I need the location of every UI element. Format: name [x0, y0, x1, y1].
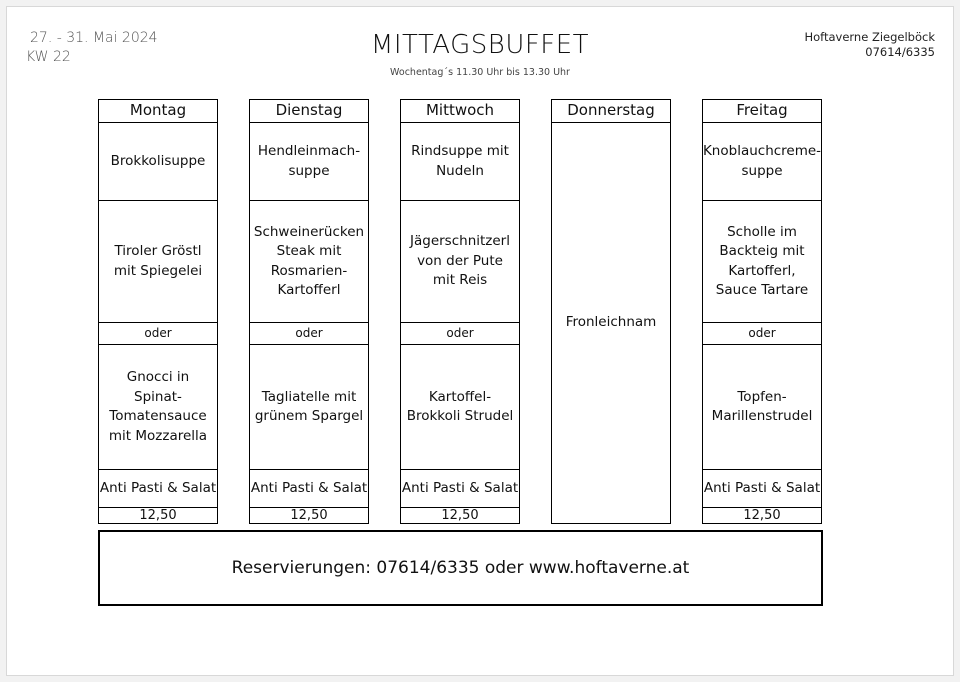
opening-hours: Wochentag´s 11.30 Uhr bis 13.30 Uhr	[390, 67, 570, 78]
day-column-freitag	[702, 99, 822, 524]
day-header: Dienstag	[275, 101, 343, 120]
or-label: oder	[250, 322, 368, 344]
main-dish-1: Schweinerücken Steak mit Rosmarien-Kartofferl	[250, 200, 368, 322]
calendar-week: KW 22	[26, 49, 71, 65]
reservation-text: Reservierungen: 07614/6335 oder www.hoftaverne.at	[231, 558, 690, 578]
venue-info	[804, 30, 935, 60]
reservation-box	[98, 530, 823, 606]
main-dish-1: Scholle im Backteig mit Kartofferl, Sauce Tartare	[703, 200, 821, 322]
venue-name: Hoftaverne Ziegelböck	[804, 30, 935, 44]
soup-cell: Knoblauchcreme-suppe	[703, 122, 821, 200]
main-dish-2: Kartoffel-Brokkoli Strudel	[401, 344, 519, 469]
soup-cell: Brokkolisuppe	[99, 122, 217, 200]
day-header: Montag	[129, 101, 187, 120]
price-cell: 12,50	[401, 507, 519, 523]
venue-phone: 07614/6335	[865, 45, 935, 59]
extra-cell: Anti Pasti & Salat	[703, 469, 821, 507]
day-header: Donnerstag	[567, 101, 655, 120]
price-cell: 12,50	[99, 507, 217, 523]
day-column-montag	[98, 99, 218, 524]
or-label: oder	[401, 322, 519, 344]
or-label: oder	[703, 322, 821, 344]
price-cell: 12,50	[250, 507, 368, 523]
extra-cell: Anti Pasti & Salat	[401, 469, 519, 507]
main-dish-1: Jägerschnitzerl von der Pute mit Reis	[401, 200, 519, 322]
day-header: Mittwoch	[425, 101, 495, 120]
date-range: 27. - 31. Mai 2024	[30, 30, 158, 46]
page-title: MITTAGSBUFFET	[370, 30, 590, 60]
soup-cell: Rindsuppe mit Nudeln	[401, 122, 519, 200]
extra-cell: Anti Pasti & Salat	[250, 469, 368, 507]
main-dish-2: Topfen-Marillenstrudel	[703, 344, 821, 469]
main-dish-2: Tagliatelle mit grünem Spargel	[250, 344, 368, 469]
extra-cell: Anti Pasti & Salat	[99, 469, 217, 507]
main-dish-2: Gnocci in Spinat-Tomatensauce mit Mozzarella	[99, 344, 217, 469]
price-cell: 12,50	[703, 507, 821, 523]
main-dish-1: Tiroler Gröstl mit Spiegelei	[99, 200, 217, 322]
day-column-mittwoch	[400, 99, 520, 524]
holiday-cell: Fronleichnam	[552, 122, 670, 522]
soup-cell: Hendleinmach-suppe	[250, 122, 368, 200]
or-label: oder	[99, 322, 217, 344]
day-column-donnerstag	[551, 99, 671, 524]
day-header: Freitag	[736, 101, 788, 120]
day-column-dienstag	[249, 99, 369, 524]
